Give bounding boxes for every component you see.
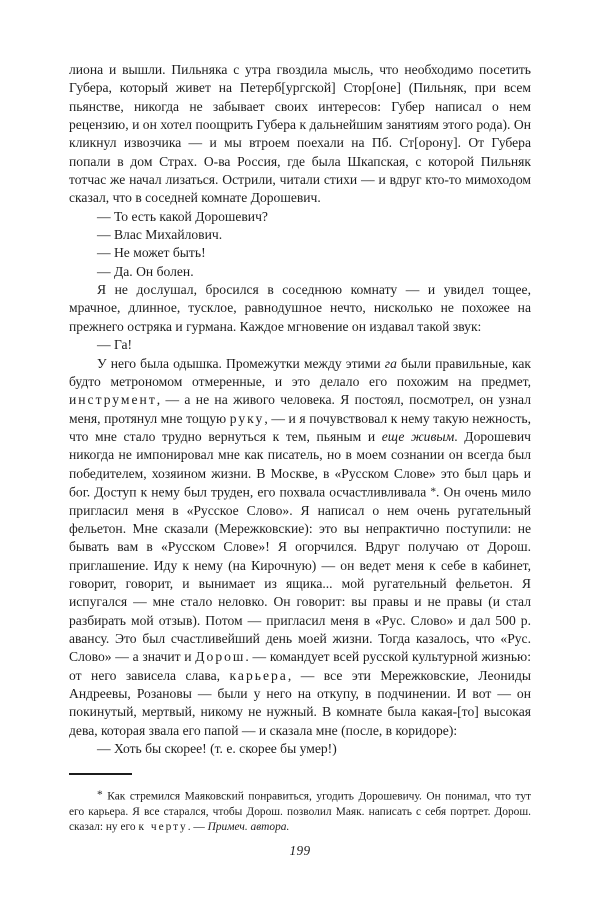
text-run: , — все эти Мережковские, Леониды Андреевы, Розановы — были у него на откупу, в подчинении. И вот — он покинутый, мертвый, никому не нужный. В комнате была какая-[то] высокая дева, которая звала его папой — и сказала мне (после, в коридоре):: [69, 667, 531, 738]
emphasis-italic: Примеч. автора.: [207, 821, 290, 834]
text-run: . —: [187, 821, 208, 834]
dialogue-line-2: — Влас Михайлович.: [97, 227, 223, 243]
paragraph-2: Я не дослушал, бросился в соседнюю комнату — и увидел тощее, мрачное, длинное, тусклое, равнодушное нечто, нисколько не похожее на прежнего остряка и гурмана. Каждое мгновение он издавал такой звук:: [69, 282, 531, 334]
text-run: . Он очень мило пригласил меня в «Русское Слово». Я написал о нем очень ругательный фельетон. Мне сказали (Мережковские): это вы непрактично поступили: не бывать вам в «Русском Слове»! Я огорчился. Вдруг получаю от Дорош. приглашение. Иду к нему (на Кирочную) — он ведет меня к себе в кабинет, говорит, говорит, и вынимает из ящика... мой ругательный фельетон. Я испугался — мне стало неловко. Он говорит: вы правы и не правы (и стал разбирать мой отзыв). Потом — пригласил меня в «Рус. Слово» и дал 500 р. авансу. Это был счастливейший день моей жизни. Тогда казалось, что «Рус. Слово» — а значит и: [69, 484, 531, 665]
dialogue-line-3: — Не может быть!: [97, 245, 206, 261]
dialogue-line-1: — То есть какой Дорошевич?: [97, 208, 268, 224]
body-text-block: [69, 61, 531, 758]
emphasis-letterspaced: Дорош: [195, 649, 246, 665]
dialogue-line-5: — Га!: [97, 337, 133, 353]
dialogue-line-4: — Да. Он болен.: [97, 263, 194, 279]
text-run: . — командует всей русской культурной жизнью: от него зависела слава,: [69, 649, 531, 683]
emphasis-letterspaced: к черту: [138, 821, 188, 834]
page-number: 199: [289, 843, 311, 858]
footnote-zone: [69, 773, 531, 836]
footnote-separator-rule: [69, 773, 132, 775]
text-run: Как стремился Маяковский понравиться, угодить Дорошевичу. Он понимал, что тут его карьера. Я все старался, чтобы Дорош. позволил Маяк. написать с себя портрет. Дорош. сказал: ну его: [69, 790, 531, 834]
paragraph-1: лиона и вышли. Пильняка с утра гвоздила мысль, что необходимо посетить Губера, который живет на Петерб[ургской] Стор[оне] (Пильняк, при всем пьянстве, никогда не забывает своих интересов: Губер написал о нем рецензию, и он хотел поощрить Губера к дальнейшим занятиям этого рода). Он кликнул извозчика — и мы втроем поехали на Пб. Ст[орону]. От Губера попали в дом Страх. О-ва Россия, где была Шкапская, с которой Пильняк тотчас же начал лизаться. Острили, читали стихи — и вдруг кто-то мимоходом сказал, что в соседней комнате Дорошевич.: [69, 62, 531, 206]
emphasis-letterspaced: инструмент: [69, 392, 157, 408]
emphasis-letterspaced: карьера: [229, 667, 288, 683]
text-run: , — а не на живого человека. Я постоял, посмотрел, он узнал меня, протянул мне тощую: [69, 392, 531, 426]
text-run: были правильные, как будто метрономом отмеренные, и это делало его похожим на предмет,: [69, 355, 531, 389]
footnote-text: [69, 788, 531, 836]
paragraph-3: [69, 355, 531, 741]
emphasis-letterspaced: руку: [229, 410, 265, 426]
emphasis-italic: га: [384, 355, 397, 371]
text-run: У него была одышка. Промежутки между этими: [97, 355, 385, 371]
text-run: . Дорошевич никогда не импонировал мне как писатель, но в моем сознании он всегда был победителем, хозяином жизни. В Москве, в «Русском Слове» это был царь и бог. Доступ к нему был труден, его похвала осчастливливала: [69, 428, 531, 500]
dialogue-line-6: — Хоть бы скорее! (т. е. скорее бы умер!): [97, 741, 337, 757]
text-run: , — и я почувствовал к нему такую нежность, что мне стало трудно вернуться к тем, пьяным и: [69, 410, 531, 444]
footnote-marker: *: [430, 485, 437, 498]
footnote-marker: *: [97, 789, 103, 801]
emphasis-italic: еще живым: [381, 428, 455, 444]
